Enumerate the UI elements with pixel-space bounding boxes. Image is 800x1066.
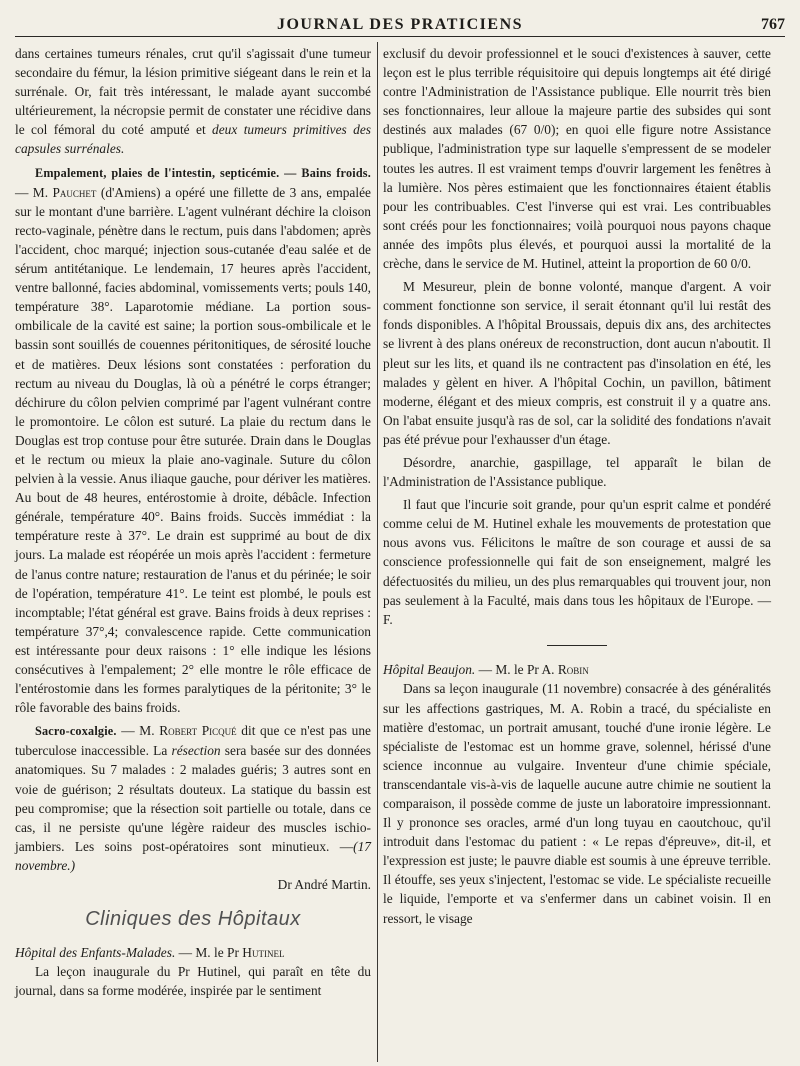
page-number: 767 (761, 16, 785, 33)
signature: Dr André Martin. (277, 877, 371, 893)
left-column (15, 44, 371, 1001)
paragraph: dans certaines tumeurs rénales, crut qu'il s'agissait d'une tumeur secondaire du fémur, la lésion primitive siégeant dans le rein et la surrénale. Or, fait très intéressant, le malade ayant succombé ultérieurement, la nécropsie permit de constater une récidive dans le col fémoral du coté amputé et deux tumeurs primitives des capsules surrénales. (15, 46, 371, 157)
section-divider (547, 645, 607, 647)
paragraph: Désordre, anarchie, gaspillage, tel apparaît le bilan de l'Administration de l'Assistance publique. (383, 454, 771, 490)
subheading: Hôpital Beaujon. — M. le Pr A. Robin (383, 662, 589, 678)
paragraph: M Mesureur, plein de bonne volonté, manque d'argent. A voir comment fonctionne son service, il serait étonnant qu'il lui restât des fonds disponibles. A l'hôpital Broussais, depuis dix ans, des architectes se livrent à des plans onéreux de reconstruction, dont aucun n'aboutit. Il pleut sur les lits, et quand ils ne contractent pas d'insolation en été, les malades y gèlent en hiver. A l'hôpital Cochin, un pavillon, bâtiment moderne, élégant et des mieux compris, est construit il y a quatre ans. On l'abat ensuite jusqu'à ras de sol, car la solidité des fondations n'avait pas été prévue pour l'exhausser d'un étage. (383, 279, 771, 447)
paragraph: La leçon inaugurale du Pr Hutinel, qui paraît en tête du journal, dans sa forme modérée, inspirée par le sentiment (15, 964, 371, 999)
paragraph: Empalement, plaies de l'intestin, septicémie. — Bains froids. — M. Pauchet (d'Amiens) a opéré une fillette de 3 ans, empalée sur le montant d'une barrière. L'agent vulnérant déchire la cloison recto-vaginale, pénètre dans le rectum, puis dans l'abdomen; après l'accident, choc marqué; injection sous-cutanée d'eau salée et de sérum antitétanique. Le lendemain, 17 heures après l'accident, ventre ballonné, facies abdominal, vomissements verts; pouls 140, température 38°. Laparotomie médiane. La portion sous-ombilicale de la cavité est saine; la portion sous-ombilicale et le bassin sont souillés de couennes péritonitiques, de sérosité louche et de matières. Deux lésions sont constatées : perforation du rectum au niveau du Douglas, là où a pénétré le corps étranger; déchirure du côlon pelvien comprimé par l'agent vulnérant contre le promontoire. Le côlon est suturé. La plaie du rectum dans le Douglas est trop contuse pour être suturée. Drain dans le Douglas et le rectum ou mieux la plaie ano-vaginale. Suture du côlon pelvien à la vessie. Anus iliaque gauche, pour dériver les matières. Au bout de 48 heures, entérostomie à droite, débâcle. Infection générale, température 40°. Bains froids. Succès immédiat : la température reste à 37°. Le drain est supprimé au bout de dix jours. La malade est réopérée un mois après l'accident : fermeture de l'anus contre nature; restauration de l'anus et du périnée; le soir de l'opération, température 41°. Le teint est plombé, le pouls est incomptable; l'état général est grave. Bains froids à deux reprises : température 37°,4; convalescence rapide. Cette communication est intéressante pour deux raisons : 1° elle indique les lésions consécutives à l'empalement; 2° elle montre le rôle efficace de l'entérostomie dans les formes paralytiques de la péritonite; 3° le rôle favorable des bains froids. (15, 165, 371, 716)
paragraph-lead: Sacro-coxalgie. (35, 724, 117, 739)
section-title: Cliniques des Hôpitaux (85, 908, 301, 931)
paragraph: Dans sa leçon inaugurale (11 novembre) consacrée à des généralités sur les affections gastriques, M. A. Robin a tracé, du spécialiste en matière d'estomac, un portrait amusant, touché d'une ironie légère. Le spécialiste de l'estomac est un homme grave, solennel, hérissé d'une science inconnue au vulgaire. Inventeur d'une chimie spéciale, transcendantale vis-à-vis de laquelle aucune autre chimie ne soutient la comparaison, il possède comme de juste un laboratoire impressionnant. Il y prononce ses oracles, armé d'un long tuyau en caoutchouc, qu'il introduit dans l'estomac du patient : « Le repas d'épreuve», dit-il, et l'expression est juste; le pauvre diable est soumis à une épreuve terrible. Il étouffe, ses yeux s'injectent, l'estomac se vide. Le spécialiste recueille le liquide, l'emporte et va s'enfermer dans un cabinet voisin. Il en ressort, le visage (383, 681, 771, 926)
right-column (383, 44, 771, 928)
paragraph: Il faut que l'incurie soit grande, pour qu'un esprit calme et pondéré comme celui de M. Hutinel exhale les mouvements de protestation que nous avons vus. Félicitons le maître de son courage et aussi de sa conscience professionnelle qui fait de son enseignement, malgré les défectuosités du milieu, un des plus remarquables qui trouvent jour, non pas seulement à la Faculté, mais dans tous les hôpitaux de l'Europe. — F. (383, 497, 771, 627)
paragraph-lead: Empalement, plaies de l'intestin, septicémie. — Bains froids. (35, 165, 371, 180)
running-header (15, 14, 785, 37)
paragraph: exclusif du devoir professionnel et le souci d'existences à sauver, cette leçon est le plus terrible réquisitoire qui depuis longtemps ait été dirigé contre l'Administration de l'Assistance publique. Elle nourrit très bien ses fonctionnaires, leur alloue la majeure partie des subsides qui sont destinés aux malades (67 0/0); en quoi elle figure notre Assistance publique, l'administration type sur laquelle s'empressent de se modeler toutes les autres. Il est vraiment temps d'ouvrir largement les fenêtres à la lumière. Nos pères estimaient que les fonctionnaires étaient établis pour les contribuables. C'est l'inverse qui est vrai. Les contribuables sont créés pour les fonctionnaires; voilà pourquoi nous payons chaque année des impôts plus élevés, et pourquoi aussi la mortalité de la crèche, dans le service de M. Hutinel, atteint la proportion de 60 0/0. (383, 46, 771, 272)
column-rule (377, 42, 378, 1062)
author-name: Robert Picqué (159, 723, 237, 739)
paragraph: Sacro-coxalgie. — M. Robert Picqué dit que ce n'est pas une tuberculose inaccessible. La résection sera basée sur des données anatomiques. Su 7 malades : 2 malades guéris; 3 autres sont en voie de guérison; 2 résultats douteux. La statique du bassin est peu compromise; que la résection soit partielle ou totale, dans ce cas, il ne persiste qu'une légère raideur des muscles ischio-jambiers. Les soins post-opératoires sont minutieux. —(17 novembre.) (15, 723, 371, 873)
author-name: Pauchet (52, 184, 97, 200)
subheading: Hôpital des Enfants-Malades. — M. le Pr Hutinel (15, 945, 285, 961)
journal-title: JOURNAL DES PRATICIENS (276, 16, 524, 33)
